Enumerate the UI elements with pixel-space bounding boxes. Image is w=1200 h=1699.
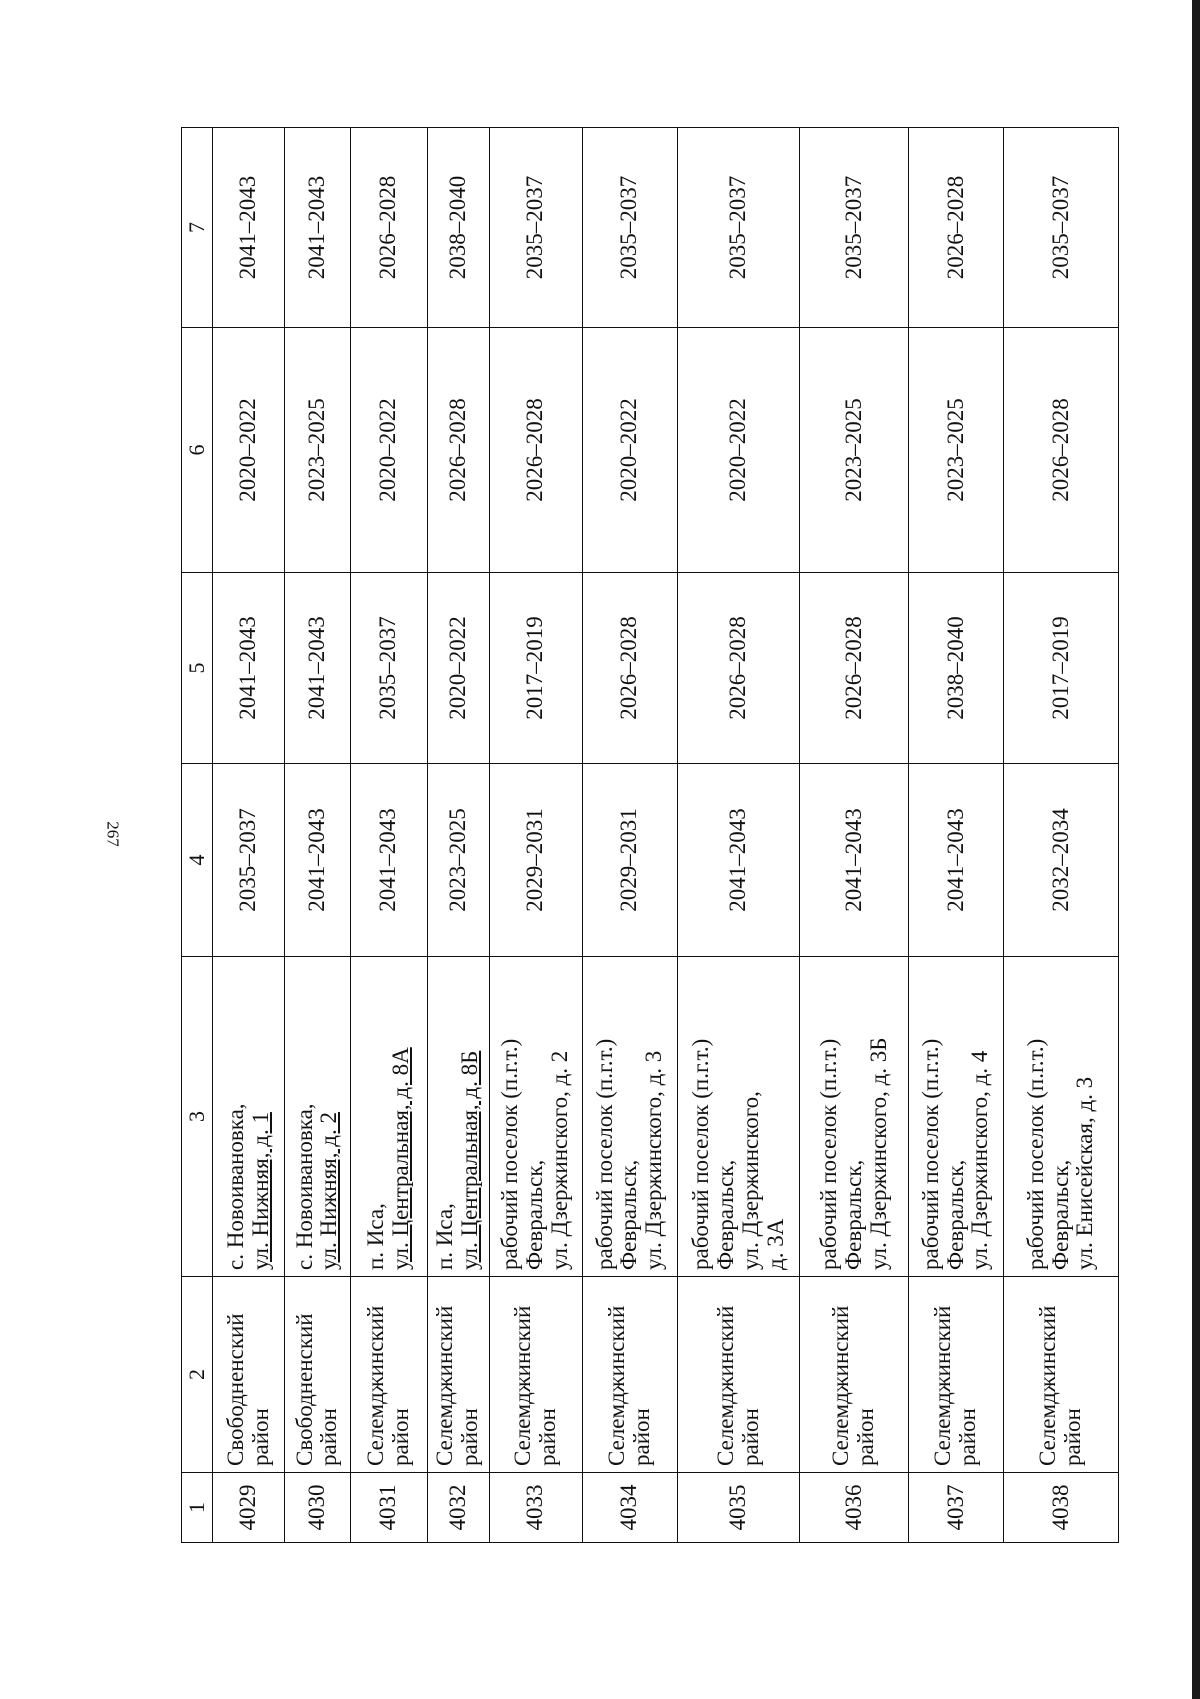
period-cell: 2041–2043 [800, 764, 908, 957]
period-cell: 2026–2028 [678, 573, 800, 764]
table-container [181, 128, 1119, 1543]
address-line: ул. Енисейская, д. 3 [1072, 1076, 1098, 1270]
row-number-cell: 4031 [350, 1473, 427, 1543]
address-line: рабочий поселок (п.г.т.) [591, 1038, 617, 1270]
district-line: Свободненский [222, 1313, 248, 1466]
address-cell [908, 957, 1003, 1277]
district-cell [350, 1277, 427, 1473]
period-cell: 2035–2037 [582, 128, 677, 328]
district-cell [1004, 1277, 1119, 1473]
table-row [350, 128, 427, 1543]
district-line: Селемджинский [712, 1305, 738, 1466]
address-cell [678, 957, 800, 1277]
address-line: рабочий поселок (п.г.т.) [917, 1038, 943, 1270]
address-line: рабочий поселок (п.г.т.) [1022, 1038, 1048, 1270]
period-cell: 2041–2043 [908, 764, 1003, 957]
period-cell: 2041–2043 [213, 573, 284, 764]
district-line: район [853, 1408, 879, 1466]
address-cell [213, 957, 284, 1277]
address-line: Февральск, [712, 1159, 738, 1270]
row-number-cell: 4035 [678, 1473, 800, 1543]
table-row [489, 128, 582, 1543]
period-cell: 2020–2022 [213, 328, 284, 573]
period-cell: 2026–2028 [489, 328, 582, 573]
period-cell: 2020–2022 [350, 328, 427, 573]
period-cell: 2032–2034 [1004, 764, 1119, 957]
district-line: Селемджинский [432, 1305, 458, 1466]
district-line: район [534, 1408, 560, 1466]
district-cell [213, 1277, 284, 1473]
address-cell [582, 957, 677, 1277]
address-line: ул. Дзержинского, д. 2 [547, 1050, 573, 1270]
period-cell: 2029–2031 [489, 764, 582, 957]
address-cell [1004, 957, 1119, 1277]
table-row [1004, 128, 1119, 1543]
period-cell: 2020–2022 [678, 328, 800, 573]
address-line: рабочий поселок (п.г.т.) [688, 1038, 714, 1270]
address-line: д. 3А [762, 1218, 788, 1270]
period-cell: 2041–2043 [350, 764, 427, 957]
row-number-cell: 4036 [800, 1473, 908, 1543]
period-cell: 2035–2037 [1004, 128, 1119, 328]
period-cell: 2026–2028 [350, 128, 427, 328]
district-cell [284, 1277, 350, 1473]
district-line: Свободненский [291, 1313, 317, 1466]
table-row [427, 128, 489, 1543]
district-cell [582, 1277, 677, 1473]
address-cell [284, 957, 350, 1277]
address-line: рабочий поселок (п.г.т.) [815, 1038, 841, 1270]
period-cell: 2017–2019 [489, 573, 582, 764]
address-line: ул. Нижняя, д. 1 [247, 1112, 273, 1270]
row-number-cell: 4038 [1004, 1473, 1119, 1543]
address-line: п. Иса, [363, 1203, 389, 1270]
address-line: с. Новоивановка, [291, 1103, 317, 1270]
table-header-row [182, 128, 213, 1543]
table-row [582, 128, 677, 1543]
district-cell [800, 1277, 908, 1473]
period-cell: 2035–2037 [350, 573, 427, 764]
district-line: район [316, 1408, 342, 1466]
table-row [213, 128, 284, 1543]
table-row [800, 128, 908, 1543]
address-line: ул. Нижняя, д. 2 [316, 1112, 342, 1270]
district-line: район [1060, 1408, 1086, 1466]
table-row [908, 128, 1003, 1543]
district-line: район [954, 1408, 980, 1466]
period-cell: 2023–2025 [427, 764, 489, 957]
period-cell: 2041–2043 [213, 128, 284, 328]
district-line: Селемджинский [930, 1305, 956, 1466]
header-cell: 4 [182, 764, 213, 957]
period-cell: 2026–2028 [800, 573, 908, 764]
period-cell: 2041–2043 [284, 764, 350, 957]
district-line: район [737, 1408, 763, 1466]
period-cell: 2023–2025 [800, 328, 908, 573]
header-cell: 6 [182, 328, 213, 573]
address-line: Февральск, [616, 1159, 642, 1270]
address-line: ул. Дзержинского, д. 3 [641, 1050, 667, 1270]
period-cell: 2026–2028 [427, 328, 489, 573]
district-line: район [387, 1408, 413, 1466]
row-number-cell: 4030 [284, 1473, 350, 1543]
district-line: Селемджинский [828, 1305, 854, 1466]
period-cell: 2023–2025 [908, 328, 1003, 573]
row-number-cell: 4033 [489, 1473, 582, 1543]
district-line: район [457, 1408, 483, 1466]
address-line: рабочий поселок (п.г.т.) [497, 1038, 523, 1270]
period-cell: 2035–2037 [213, 764, 284, 957]
address-line: Февральск, [1047, 1159, 1073, 1270]
period-cell: 2029–2031 [582, 764, 677, 957]
district-line: район [628, 1408, 654, 1466]
period-cell: 2026–2028 [908, 128, 1003, 328]
address-line: с. Новоивановка, [222, 1103, 248, 1270]
row-number-cell: 4032 [427, 1473, 489, 1543]
period-cell: 2026–2028 [582, 573, 677, 764]
address-line: ул. Дзержинского, д. 3Б [865, 1037, 891, 1270]
address-cell [489, 957, 582, 1277]
address-line: Февральск, [840, 1159, 866, 1270]
header-cell: 2 [182, 1277, 213, 1473]
district-line: Селемджинский [363, 1305, 389, 1466]
period-cell: 2038–2040 [908, 573, 1003, 764]
period-cell: 2017–2019 [1004, 573, 1119, 764]
address-cell [427, 957, 489, 1277]
district-cell [678, 1277, 800, 1473]
address-line: ул. Центральная, д. 8А [387, 1047, 413, 1270]
district-line: Селемджинский [1035, 1305, 1061, 1466]
address-line: ул. Центральная, д. 8Б [457, 1050, 483, 1270]
period-cell: 2041–2043 [284, 573, 350, 764]
district-cell [489, 1277, 582, 1473]
period-cell: 2020–2022 [427, 573, 489, 764]
row-number-cell: 4037 [908, 1473, 1003, 1543]
district-line: Селемджинский [509, 1305, 535, 1466]
district-cell [427, 1277, 489, 1473]
address-line: Февральск, [942, 1159, 968, 1270]
period-cell: 2035–2037 [489, 128, 582, 328]
scan-edge [1192, 0, 1200, 1699]
address-line: Февральск, [522, 1159, 548, 1270]
period-cell: 2026–2028 [1004, 328, 1119, 573]
address-line: ул. Дзержинского, [737, 1091, 763, 1270]
header-cell: 5 [182, 573, 213, 764]
row-number-cell: 4034 [582, 1473, 677, 1543]
address-line: ул. Дзержинского, д. 4 [967, 1050, 993, 1270]
page-number: 267 [103, 821, 123, 847]
data-table [181, 127, 1119, 1543]
header-cell: 1 [182, 1473, 213, 1543]
district-line: район [247, 1408, 273, 1466]
period-cell: 2035–2037 [678, 128, 800, 328]
district-cell [908, 1277, 1003, 1473]
district-line: Селемджинский [604, 1305, 630, 1466]
period-cell: 2041–2043 [678, 764, 800, 957]
period-cell: 2038–2040 [427, 128, 489, 328]
header-cell: 7 [182, 128, 213, 328]
period-cell: 2041–2043 [284, 128, 350, 328]
table-row [284, 128, 350, 1543]
period-cell: 2020–2022 [582, 328, 677, 573]
header-cell: 3 [182, 957, 213, 1277]
period-cell: 2023–2025 [284, 328, 350, 573]
address-line: п. Иса, [432, 1203, 458, 1270]
address-cell [800, 957, 908, 1277]
period-cell: 2035–2037 [800, 128, 908, 328]
row-number-cell: 4029 [213, 1473, 284, 1543]
address-cell [350, 957, 427, 1277]
table-body [182, 128, 1119, 1543]
table-row [678, 128, 800, 1543]
